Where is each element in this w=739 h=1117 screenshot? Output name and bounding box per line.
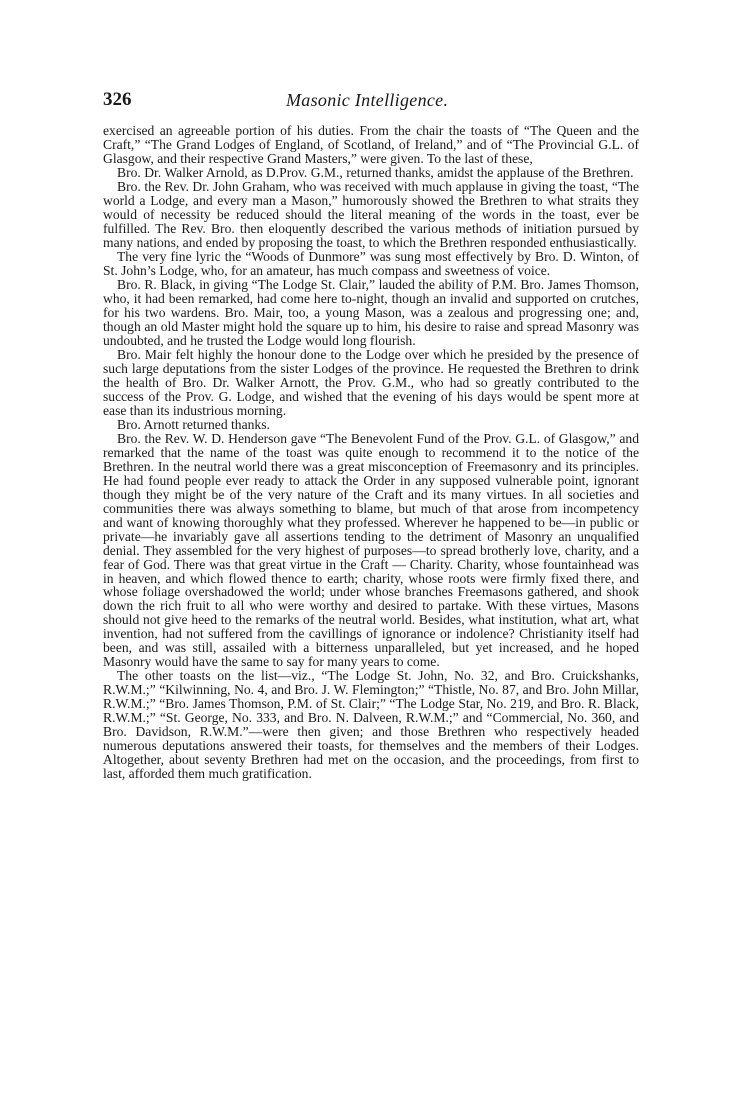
paragraph-arnold-thanks: Bro. Dr. Walker Arnold, as D.Prov. G.M., returned thanks, amidst the applause of the Brethren.	[117, 164, 634, 180]
paragraph-other-toasts: The other toasts on the list—viz., “The Lodge St. John, No. 32, and Bro. Cruickshanks, R.W.M.;” “Kilwinning, No. 4, and Bro. J. W. Flemington;” “Thistle, No. 87, and Bro. John Millar, R.W.M.;” “Bro. James Thomson, P.M. of St. Clair;” “The Lodge Star, No. 219, and Bro. R. Black, R.W.M.;” “St. George, No. 333, and Bro. N. Dalveen, R.W.M.;” and “Commercial, No. 360, and Bro. Davidson, R.W.M.”—were then given; and those Brethren who respectively headed numerous deputations answered their toasts, for themselves and the members of their Lodges. Altogether, about seventy Brethren had met on the occasion, and the proceedings, from first to last, afforded them much gratification.	[103, 668, 639, 782]
running-title: Masonic Intelligence.	[286, 90, 449, 110]
page-header	[103, 89, 643, 115]
paragraph-graham-toast: Bro. the Rev. Dr. John Graham, who was received with much applause in giving the toast, “The world a Lodge, and every man a Mason,” humorously showed the Brethren to what straits they would of necessity be reduced should the literal meaning of the words in the toast, ever be fulfilled. The Rev. Bro. then eloquently described the various methods of initiation pursued by many nations, and ended by proposing the toast, to which the Brethren responded enthusiastically.	[103, 178, 639, 250]
paragraph-mair-reply: Bro. Mair felt highly the honour done to the Lodge over which he presided by the presence of such large deputations from the sister Lodges of the province. He requested the Brethren to drink the health of Bro. Dr. Walker Arnott, the Prov. G.M., who had so greatly contributed to the success of the Prov. G. Lodge, and wished that the evening of his days would be spent more at ease than its industrious morning.	[103, 346, 639, 418]
page-number: 326	[103, 89, 132, 110]
paragraph-continuation: exercised an agreeable portion of his duties. From the chair the toasts of “The Queen and the Craft,” “The Grand Lodges of England, of Scotland, of Ireland,” and of “The Provincial G.L. of Glasgow, and their respective Grand Masters,” were given. To the last of these,	[103, 123, 639, 166]
article-body	[103, 124, 639, 781]
paragraph-black-toast: Bro. R. Black, in giving “The Lodge St. Clair,” lauded the ability of P.M. Bro. James Thomson, who, it had been remarked, had come here to-night, though an invalid and supported on crutches, for his two wardens. Bro. Mair, too, a young Mason, was a zealous and progressing one; and, though an old Master might hold the square up to him, his desire to raise and spread Masonry was undoubted, and he trusted the Lodge would long flourish.	[103, 276, 639, 348]
paragraph-henderson-toast: Bro. the Rev. W. D. Henderson gave “The Benevolent Fund of the Prov. G.L. of Glasgow,” and remarked that the name of the toast was quite enough to recommend it to the notice of the Brethren. In the neutral world there was a great misconception of Freemasonry and its principles. He had found people ever ready to attack the Order in any supposed vulnerable point, ignorant though they might be of the very nature of the Craft and its many virtues. In all societies and communities there was always something to blame, but much of that arose from incompetency and want of knowing thoroughly what they professed. Wherever he happened to be—in public or private—he invariably gave all assertions tending to the detriment of Masonry an unqualified denial. They assembled for the very highest of purposes—to spread brotherly love, charity, and a fear of God. There was that great virtue in the Craft — Charity. Charity, whose fountainhead was in heaven, and which flowed thence to earth; charity, whose roots were firmly fixed there, and whose foliage overshadowed the world; under whose branches Freemasons gathered, and shook down the rich fruit to all who were worthy and desired to partake. With these virtues, Masons should not give heed to the remarks of the neutral world. Besides, what institution, what art, what invention, had not suffered from the cavillings of ignorance or indolence? Christianity itself had been, and was still, assailed with a bitterness unparalleled, but yet increased, and he hoped Masonry would have the same to say for many years to come.	[103, 430, 639, 670]
paragraph-lyric: The very fine lyric the “Woods of Dunmore” was sung most effectively by Bro. D. Winton, of St. John’s Lodge, who, for an amateur, has much compass and sweetness of voice.	[103, 248, 639, 278]
paragraph-arnott-thanks: Bro. Arnott returned thanks.	[117, 416, 270, 432]
